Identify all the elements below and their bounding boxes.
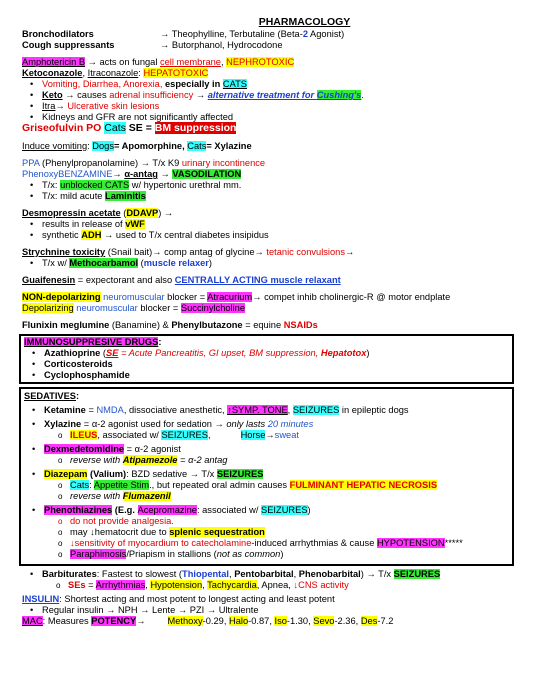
list-item: • Keto → causes adrenal insufficiency → alternative treatment for Cushing's. xyxy=(22,90,517,101)
list-item: • Dexmedetomidine = α-2 agonist xyxy=(24,444,509,455)
sedatives-box xyxy=(19,387,514,566)
amphotericin-line: Amphotericin B → acts on fungal cell membrane, NEPHROTOXIC xyxy=(22,57,295,67)
mac-line: MAC: Measures POTENCY→ Methoxy-0.29, Halo-0.87, Iso-1.30, Sevo-2.36, Des-7.2 xyxy=(22,616,394,626)
list-item: • Regular insulin → NPH → Lente → PZI → Ultralente xyxy=(22,605,517,616)
list-item: • T/x: mild acute Laminitis xyxy=(22,191,517,202)
list-item: • results in release of vWF xyxy=(22,219,517,230)
barbiturates-line: • Barbiturates: Fastest to slowest (Thiopental, Pentobarbital, Phenobarbital) → T/x SEIZURES xyxy=(22,569,517,580)
flunixin-line: Flunixin meglumine (Banamine) & Phenylbutazone = equine NSAIDs xyxy=(22,320,318,330)
list-item: • Phenothiazines (E.g. Acepromazine: associated w/ SEIZURES) xyxy=(24,505,509,516)
pharmacology-notes xyxy=(22,17,517,627)
desmopressin-line: Desmopressin acetate (DDAVP) → xyxy=(22,208,174,218)
list-item: • Diazepam (Valium): BZD sedative → T/x SEIZURES xyxy=(24,469,509,480)
list-item: • T/x w/ Methocarbamol (muscle relaxer) xyxy=(22,258,517,269)
list-item: • Xylazine = α-2 agonist used for sedation → only lasts 20 minutes xyxy=(24,419,509,430)
list-item: • Itra→ Ulcerative skin lesions xyxy=(22,101,517,112)
list-item: o ILEUS, associated w/ SEIZURES, Horse→sweat xyxy=(24,430,509,441)
strychnine-line: Strychnine toxicity (Snail bait)→ comp antag of glycine→ tetanic convulsions→ xyxy=(22,247,355,257)
sedatives-heading: SEDATIVES: xyxy=(24,391,80,401)
list-item: • Azathioprine (SE = Acute Pancreatitis, GI upset, BM suppression, Hepatotox) xyxy=(24,348,509,359)
list-item: o do not provide analgesia. xyxy=(24,516,509,527)
list-item: • Ketamine = NMDA, dissociative anesthetic, ↑SYMP. TONE, SEIZURES in epileptic dogs xyxy=(24,405,509,416)
list-item: o Cats: Appetite Stim., but repeated oral admin causes FULMINANT HEPATIC NECROSIS xyxy=(24,480,509,491)
immunosuppressive-box xyxy=(19,334,514,384)
ppa-line: PPA (Phenylpropanolamine) → T/x K9 urinary incontinence xyxy=(22,158,266,168)
list-item: o ↓sensitivity of myocardium to catecholamine-induced arrhythmias & cause HYPOTENSION***** xyxy=(24,538,509,549)
page-title: PHARMACOLOGY xyxy=(258,16,351,28)
list-item: • synthetic ADH → used to T/x central diabetes insipidus xyxy=(22,230,517,241)
griseofulvin-line: Griseofulvin PO Cats SE = BM suppression xyxy=(22,122,237,134)
insulin-line: INSULIN: Shortest acting and most potent to longest acting and least potent xyxy=(22,594,335,604)
list-item: o reverse with Flumazenil xyxy=(24,491,509,502)
list-item: o Paraphimosis/Priapism in stallions (not as common) xyxy=(24,549,509,560)
list-item: • T/x: unblocked CATS w/ hypertonic urethral mm. xyxy=(22,180,517,191)
ketoconazole-line: Ketoconazole, Itraconazole: HEPATOTOXIC xyxy=(22,68,209,78)
list-item: o reverse with Atipamezole = α-2 antag xyxy=(24,455,509,466)
immuno-heading: IMMUNOSUPPRESIVE DRUGS: xyxy=(24,337,162,347)
list-item: • Corticosteroids xyxy=(24,359,509,370)
phenoxybenzamine-line: PhenoxyBENZAMINE→ α-antag → VASODILATION xyxy=(22,169,242,179)
induce-vomiting-line: Induce vomiting: Dogs= Apomorphine, Cats= Xylazine xyxy=(22,141,252,151)
list-item: o may ↓hematocrit due to splenic sequestration xyxy=(24,527,509,538)
depolarizing-line: Depolarizing neuromuscular blocker = Succinylcholine xyxy=(22,303,246,313)
list-item: o SEs = Arrhythmias, Hypotension, Tachycardia, Apnea, ↓CNS activity xyxy=(22,580,517,591)
guaifenesin-line: Guaifenesin = expectorant and also CENTRALLY ACTING muscle relaxant xyxy=(22,275,341,285)
list-item: • Cyclophosphamide xyxy=(24,370,509,381)
cough-suppressants-line: Cough suppressants → Butorphanol, Hydrocodone xyxy=(22,40,283,50)
nondepolarizing-line: NON-depolarizing neuromuscular blocker = Atracurium→ compet inhib cholinergic-R @ motor endplate xyxy=(22,292,451,302)
list-item: • Kidneys and GFR are not significantly affected xyxy=(22,112,517,123)
bronchodilators-line: Bronchodilators → Theophylline, Terbutaline (Beta-2 Agonist) xyxy=(22,29,345,39)
list-item: • Vomiting, Diarrhea, Anorexia, especially in CATS xyxy=(22,79,517,90)
